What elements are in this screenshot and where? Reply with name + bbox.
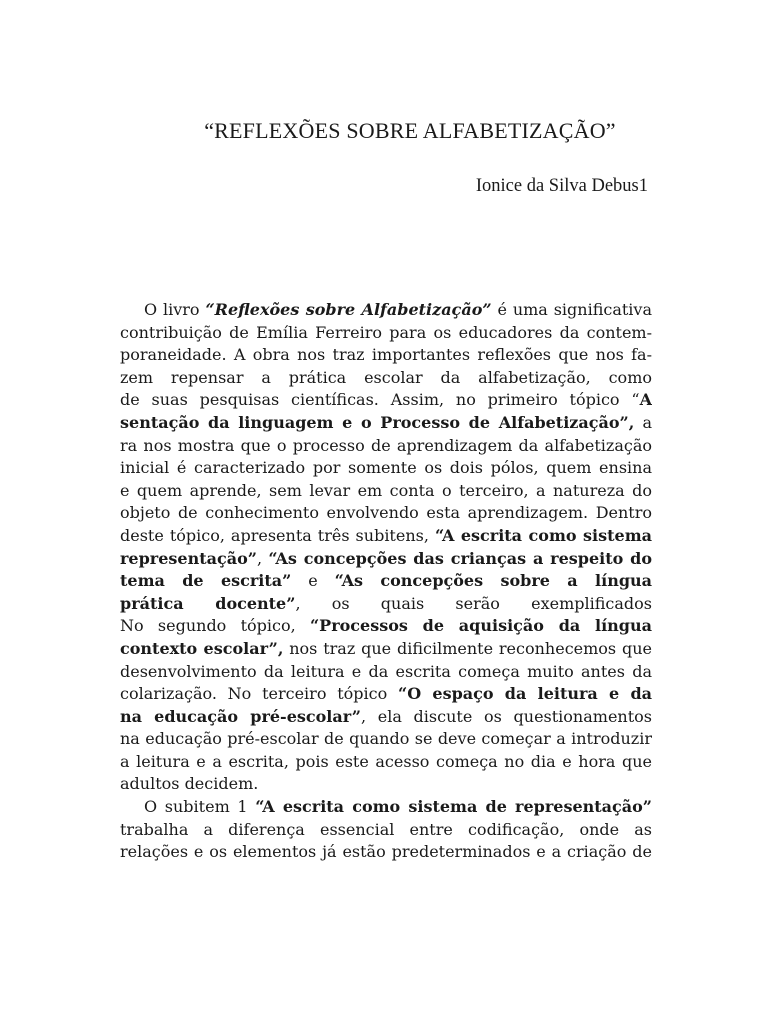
- text-segment: “O espaço da leitura e da: [398, 684, 652, 704]
- text-line: [120, 728, 652, 751]
- text-line: [120, 502, 652, 525]
- text-segment: de suas pesquisas científicas. Assim, no primeiro tópico “: [120, 390, 640, 410]
- text-line: [120, 367, 652, 390]
- text-segment: colarização. No terceiro tópico: [120, 684, 399, 704]
- text-line: [120, 344, 652, 367]
- body-paragraphs: [120, 299, 652, 864]
- text-segment: “A escrita como sistema de representação”: [255, 797, 652, 817]
- text-line: [120, 570, 652, 593]
- text-line: [120, 548, 652, 571]
- text-segment: ,: [256, 548, 269, 568]
- text-line: [120, 389, 652, 412]
- text-segment: “A escrita como sistema: [434, 525, 652, 545]
- text-segment: ra nos mostra que o processo de aprendizagem da alfabetização: [120, 435, 652, 455]
- text-line: [120, 683, 652, 706]
- text-segment: nos traz que dificilmente reconhecemos que: [289, 638, 652, 658]
- text-segment: a leitura e a escrita, pois este acesso começa no dia e hora que: [120, 751, 652, 771]
- text-segment: e: [291, 571, 335, 591]
- text-line: [120, 412, 652, 435]
- text-segment: , os quais serão exemplificados: [295, 593, 652, 613]
- text-segment: contexto escolar”,: [120, 638, 284, 658]
- text-line: [120, 841, 652, 864]
- text-line: [120, 525, 652, 548]
- text-line: [120, 299, 652, 322]
- text-line: [120, 593, 652, 616]
- text-segment: adultos decidem.: [120, 774, 259, 794]
- document-title: “REFLEXÕES SOBRE ALFABETIZAÇÃO”: [204, 118, 616, 143]
- text-segment: deste tópico, apresenta três subitens,: [120, 525, 435, 545]
- text-segment: zem repensar a prática escolar da alfabetização, como: [120, 367, 652, 387]
- text-line: [120, 796, 652, 819]
- text-segment: sentação da linguagem e o Processo de Alfabetização”,: [120, 412, 635, 432]
- text-line: [120, 435, 652, 458]
- text-line: [120, 773, 652, 796]
- text-line: [120, 457, 652, 480]
- text-line: [120, 638, 652, 661]
- text-segment: trabalha a diferença essencial entre codificação, onde as: [120, 819, 652, 839]
- text-segment: “Reflexões sobre Alfabetização”: [205, 300, 492, 319]
- text-segment: No segundo tópico,: [120, 616, 310, 636]
- text-segment: “As concepções das crianças a respeito do: [268, 548, 652, 568]
- text-segment: prática docente”: [120, 593, 296, 613]
- text-segment: poraneidade. A obra nos traz importantes reflexões que nos fa-: [120, 345, 652, 365]
- author-name: Ionice da Silva Debus1: [475, 176, 648, 196]
- text-line: [120, 661, 652, 684]
- text-line: [120, 819, 652, 842]
- text-segment: “As concepções sobre a língua: [334, 571, 652, 591]
- text-segment: inicial é caracterizado por somente os dois pólos, quem ensina: [120, 458, 652, 478]
- text-segment: tema de escrita”: [120, 571, 292, 591]
- text-segment: desenvolvimento da leitura e da escrita começa muito antes da: [120, 661, 652, 681]
- text-line: [120, 706, 652, 729]
- text-line: [120, 480, 652, 503]
- text-segment: a: [642, 412, 652, 432]
- text-segment: representação”: [120, 548, 257, 568]
- text-line: [120, 322, 652, 345]
- text-line: [120, 615, 652, 638]
- text-segment: , ela discute os questionamentos: [360, 706, 652, 726]
- text-segment: A: [639, 390, 652, 410]
- text-segment: na educação pré-escolar”: [120, 706, 361, 726]
- text-segment: e quem aprende, sem levar em conta o terceiro, a natureza do: [120, 480, 652, 500]
- text-segment: relações e os elementos já estão predeterminados e a criação de: [120, 842, 652, 862]
- text-segment: O livro: [144, 300, 206, 319]
- text-segment: O subitem 1: [144, 797, 256, 817]
- text-segment: na educação pré-escolar de quando se deve começar a introduzir: [120, 729, 652, 749]
- text-segment: “Processos de aquisição da língua: [309, 616, 652, 636]
- text-segment: contribuição de Emília Ferreiro para os educadores da contem-: [120, 322, 652, 342]
- text-line: [120, 751, 652, 774]
- text-segment: é uma significativa: [491, 300, 652, 319]
- text-segment: objeto de conhecimento envolvendo esta aprendizagem. Dentro: [120, 503, 652, 523]
